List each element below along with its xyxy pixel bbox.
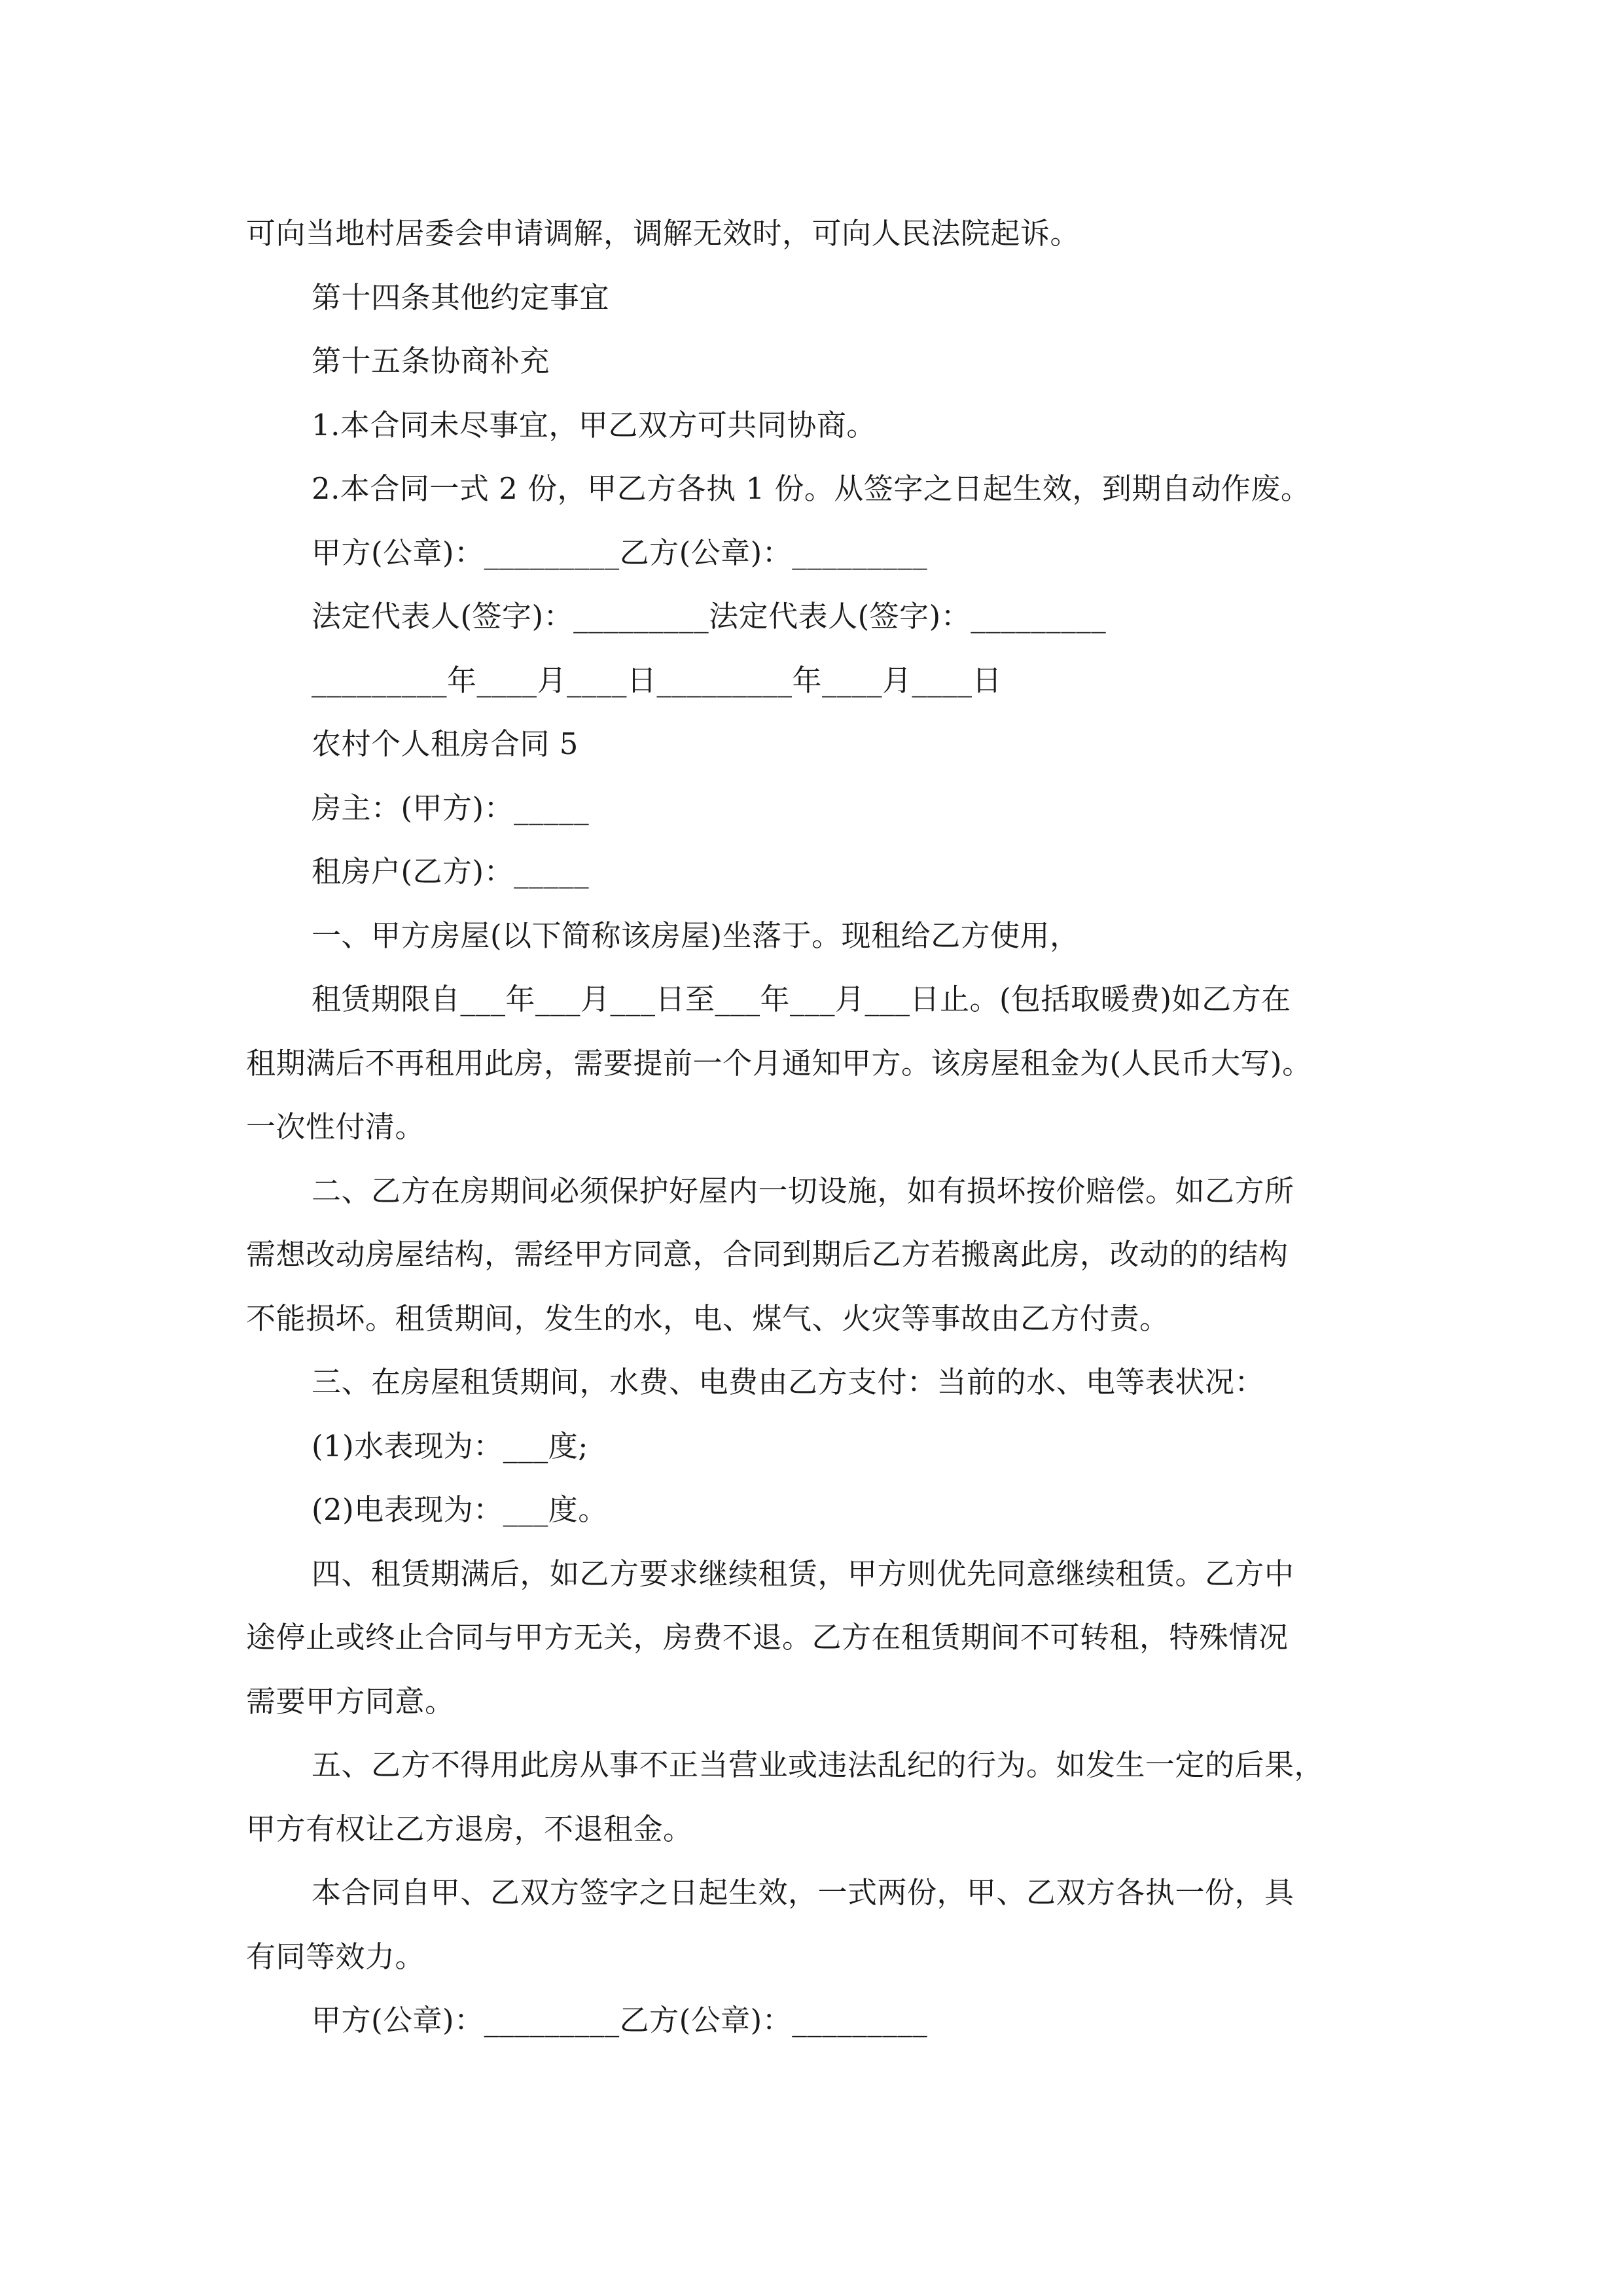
paragraph-line: 甲方有权让乙方退房，不退租金。	[246, 1811, 693, 1846]
paragraph-line: 租房户(乙方)：_____	[312, 854, 590, 889]
paragraph-line: 1.本合同未尽事宜，甲乙双方可共同协商。	[312, 407, 876, 442]
paragraph-line: 三、在房屋租赁期间，水费、电费由乙方支付：当前的水、电等表状况：	[312, 1365, 1265, 1399]
paragraph-line: 一、甲方房屋(以下简称该房屋)坐落于。现租给乙方使用，	[312, 918, 1080, 953]
paragraph-line: (2)电表现为：___度。	[312, 1492, 608, 1527]
paragraph-line: 可向当地村居委会申请调解，调解无效时，可向人民法院起诉。	[246, 216, 1080, 251]
paragraph-line: 第十五条协商补充	[312, 344, 550, 378]
paragraph-line: 途停止或终止合同与甲方无关，房费不退。乙方在租赁期间不可转租，特殊情况	[246, 1620, 1289, 1655]
paragraph-line: 法定代表人(签字)：_________法定代表人(签字)：_________	[312, 599, 1107, 634]
paragraph-line: 一次性付清。	[246, 1109, 425, 1144]
paragraph-line: 租赁期限自___年___月___日至___年___月___日止。(包括取暖费)如乙方在	[312, 982, 1291, 1016]
paragraph-line: 2.本合同一式 2 份，甲乙方各执 1 份。从签字之日起生效，到期自动作废。	[312, 471, 1311, 506]
paragraph-line: 需想改动房屋结构，需经甲方同意，合同到期后乙方若搬离此房，改动的的结构	[246, 1237, 1289, 1272]
document-body	[246, 202, 1418, 2053]
paragraph-line: 有同等效力。	[246, 1939, 425, 1974]
paragraph-line: 本合同自甲、乙双方签字之日起生效，一式两份，甲、乙双方各执一份，具	[312, 1875, 1294, 1910]
paragraph-line: 房主：(甲方)：_____	[312, 790, 590, 825]
paragraph-line: 四、租赁期满后，如乙方要求继续租赁，甲方则优先同意继续租赁。乙方中	[312, 1556, 1294, 1591]
paragraph-line: 农村个人租房合同 5	[312, 726, 579, 761]
paragraph-line: 不能损坏。租赁期间，发生的水，电、煤气、火灾等事故由乙方付责。	[246, 1300, 1169, 1336]
paragraph-line: (1)水表现为：___度;	[312, 1428, 588, 1463]
paragraph-line: 二、乙方在房期间必须保护好屋内一切设施，如有损坏按价赔偿。如乙方所	[312, 1173, 1294, 1208]
paragraph-line: 甲方(公章)：_________乙方(公章)：_________	[312, 535, 928, 570]
paragraph-line: 甲方(公章)：_________乙方(公章)：_________	[312, 2003, 928, 2037]
paragraph-line: 需要甲方同意。	[246, 1683, 455, 1719]
paragraph-line: 租期满后不再租用此房，需要提前一个月通知甲方。该房屋租金为(人民币大写)。	[246, 1045, 1312, 1081]
paragraph-line: _________年____月____日_________年____月____日	[312, 662, 1003, 698]
paragraph-line: 五、乙方不得用此房从事不正当营业或违法乱纪的行为。如发生一定的后果，	[312, 1748, 1325, 1782]
paragraph-line: 第十四条其他约定事宜	[312, 279, 610, 315]
